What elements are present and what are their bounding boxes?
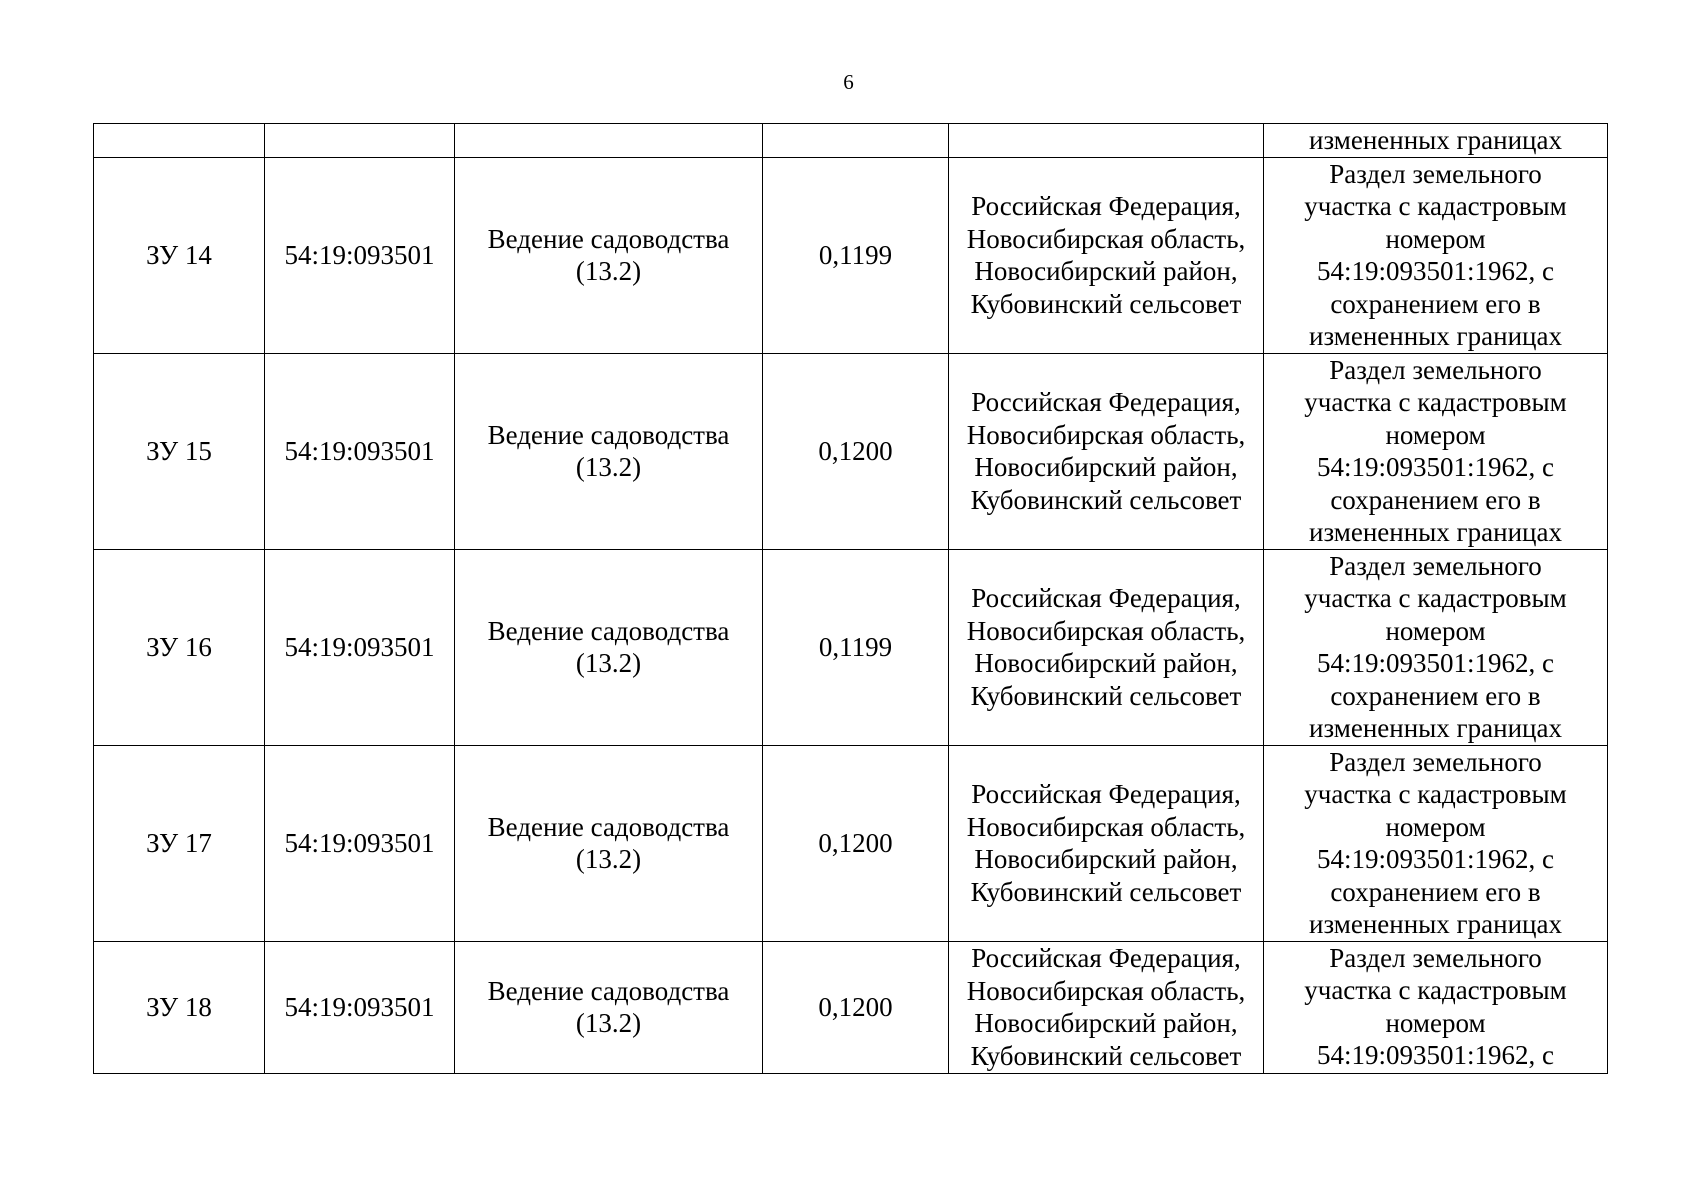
- cell-address: [949, 157, 1264, 353]
- table-row: [94, 941, 1608, 1073]
- note-line: 54:19:093501:1962, с: [1317, 844, 1554, 874]
- use-code: (13.2): [575, 256, 642, 286]
- address-line: Кубовинский сельсовет: [970, 680, 1242, 711]
- use-line: Ведение садоводства: [487, 419, 730, 450]
- address-line: Новосибирский район,: [974, 648, 1238, 678]
- address-line: Новосибирский район,: [974, 1008, 1238, 1038]
- note-line: измененных границах: [1309, 517, 1562, 547]
- note-line: участка с кадастровым: [1304, 779, 1567, 809]
- address-line: Новосибирская область,: [966, 615, 1246, 646]
- note-line: участка с кадастровым: [1304, 975, 1567, 1005]
- page-number: 6: [843, 70, 854, 94]
- note-line: сохранением его в: [1330, 876, 1541, 907]
- note-line: Раздел земельного: [1329, 942, 1542, 973]
- continuation-row: [94, 124, 1608, 158]
- address-line: Российская Федерация,: [971, 191, 1241, 221]
- use-line: Ведение садоводства: [487, 975, 730, 1006]
- cell-block: 54:19:093501: [265, 941, 455, 1073]
- cell-use: [455, 549, 763, 745]
- cell-address: [949, 353, 1264, 549]
- cell-area: [763, 124, 949, 158]
- use-code: (13.2): [575, 844, 642, 874]
- cell-id: ЗУ 17: [94, 745, 265, 941]
- note-line: номером: [1385, 419, 1486, 450]
- address-line: Новосибирский район,: [974, 452, 1238, 482]
- note-line: участка с кадастровым: [1304, 387, 1567, 417]
- note-line: номером: [1385, 223, 1486, 254]
- cell-use: [455, 353, 763, 549]
- cell-area: 0,1199: [763, 549, 949, 745]
- note-line: Раздел земельного: [1329, 158, 1542, 189]
- use-code: (13.2): [575, 452, 642, 482]
- note-line: сохранением его в: [1330, 484, 1541, 515]
- cell-note: [1264, 124, 1608, 158]
- address-line: Кубовинский сельсовет: [970, 484, 1242, 515]
- address-line: Российская Федерация,: [971, 943, 1241, 973]
- note-line: 54:19:093501:1962, с: [1317, 256, 1554, 286]
- cell-address: [949, 745, 1264, 941]
- address-line: Новосибирская область,: [966, 223, 1246, 254]
- cell-id: ЗУ 16: [94, 549, 265, 745]
- note-line: Раздел земельного: [1329, 550, 1542, 581]
- note-line: номером: [1385, 811, 1486, 842]
- address-line: Новосибирская область,: [966, 975, 1246, 1006]
- cell-area: 0,1199: [763, 157, 949, 353]
- note-line: измененных границах: [1309, 125, 1562, 155]
- address-line: Новосибирский район,: [974, 844, 1238, 874]
- note-line: сохранением его в: [1330, 680, 1541, 711]
- table-row: [94, 157, 1608, 353]
- cell-block: [265, 124, 455, 158]
- cell-note: [1264, 549, 1608, 745]
- note-line: измененных границах: [1309, 909, 1562, 939]
- note-line: Раздел земельного: [1329, 746, 1542, 777]
- address-line: Новосибирская область,: [966, 419, 1246, 450]
- use-line: Ведение садоводства: [487, 615, 730, 646]
- cell-block: 54:19:093501: [265, 353, 455, 549]
- cell-block: 54:19:093501: [265, 549, 455, 745]
- note-line: 54:19:093501:1962, с: [1317, 648, 1554, 678]
- note-line: 54:19:093501:1962, с: [1317, 452, 1554, 482]
- note-line: номером: [1385, 1007, 1486, 1038]
- note-line: номером: [1385, 615, 1486, 646]
- cell-note: [1264, 745, 1608, 941]
- cell-note: [1264, 157, 1608, 353]
- table-row: [94, 353, 1608, 549]
- note-line: участка с кадастровым: [1304, 583, 1567, 613]
- land-plots-table: [93, 123, 1608, 1074]
- table-row: [94, 745, 1608, 941]
- cell-use: [455, 157, 763, 353]
- cell-id: ЗУ 15: [94, 353, 265, 549]
- cell-area: 0,1200: [763, 941, 949, 1073]
- address-line: Кубовинский сельсовет: [970, 1040, 1242, 1071]
- cell-address: [949, 549, 1264, 745]
- address-line: Новосибирский район,: [974, 256, 1238, 286]
- cell-use: [455, 124, 763, 158]
- cell-address: [949, 124, 1264, 158]
- use-code: (13.2): [575, 1008, 642, 1038]
- cell-block: 54:19:093501: [265, 157, 455, 353]
- cell-use: [455, 745, 763, 941]
- cell-use: [455, 941, 763, 1073]
- cell-id: ЗУ 18: [94, 941, 265, 1073]
- note-line: Раздел земельного: [1329, 354, 1542, 385]
- note-line: сохранением его в: [1330, 288, 1541, 319]
- cell-note: [1264, 353, 1608, 549]
- address-line: Новосибирская область,: [966, 811, 1246, 842]
- table-row: [94, 549, 1608, 745]
- cell-id: [94, 124, 265, 158]
- address-line: Российская Федерация,: [971, 583, 1241, 613]
- address-line: Кубовинский сельсовет: [970, 288, 1242, 319]
- address-line: Российская Федерация,: [971, 779, 1241, 809]
- cell-area: 0,1200: [763, 745, 949, 941]
- use-line: Ведение садоводства: [487, 811, 730, 842]
- note-line: участка с кадастровым: [1304, 191, 1567, 221]
- address-line: Российская Федерация,: [971, 387, 1241, 417]
- use-line: Ведение садоводства: [487, 223, 730, 254]
- cell-block: 54:19:093501: [265, 745, 455, 941]
- note-line: 54:19:093501:1962, с: [1317, 1040, 1554, 1070]
- note-line: измененных границах: [1309, 713, 1562, 743]
- cell-note: [1264, 941, 1608, 1073]
- cell-address: [949, 941, 1264, 1073]
- use-code: (13.2): [575, 648, 642, 678]
- cell-id: ЗУ 14: [94, 157, 265, 353]
- cell-area: 0,1200: [763, 353, 949, 549]
- note-line: измененных границах: [1309, 321, 1562, 351]
- address-line: Кубовинский сельсовет: [970, 876, 1242, 907]
